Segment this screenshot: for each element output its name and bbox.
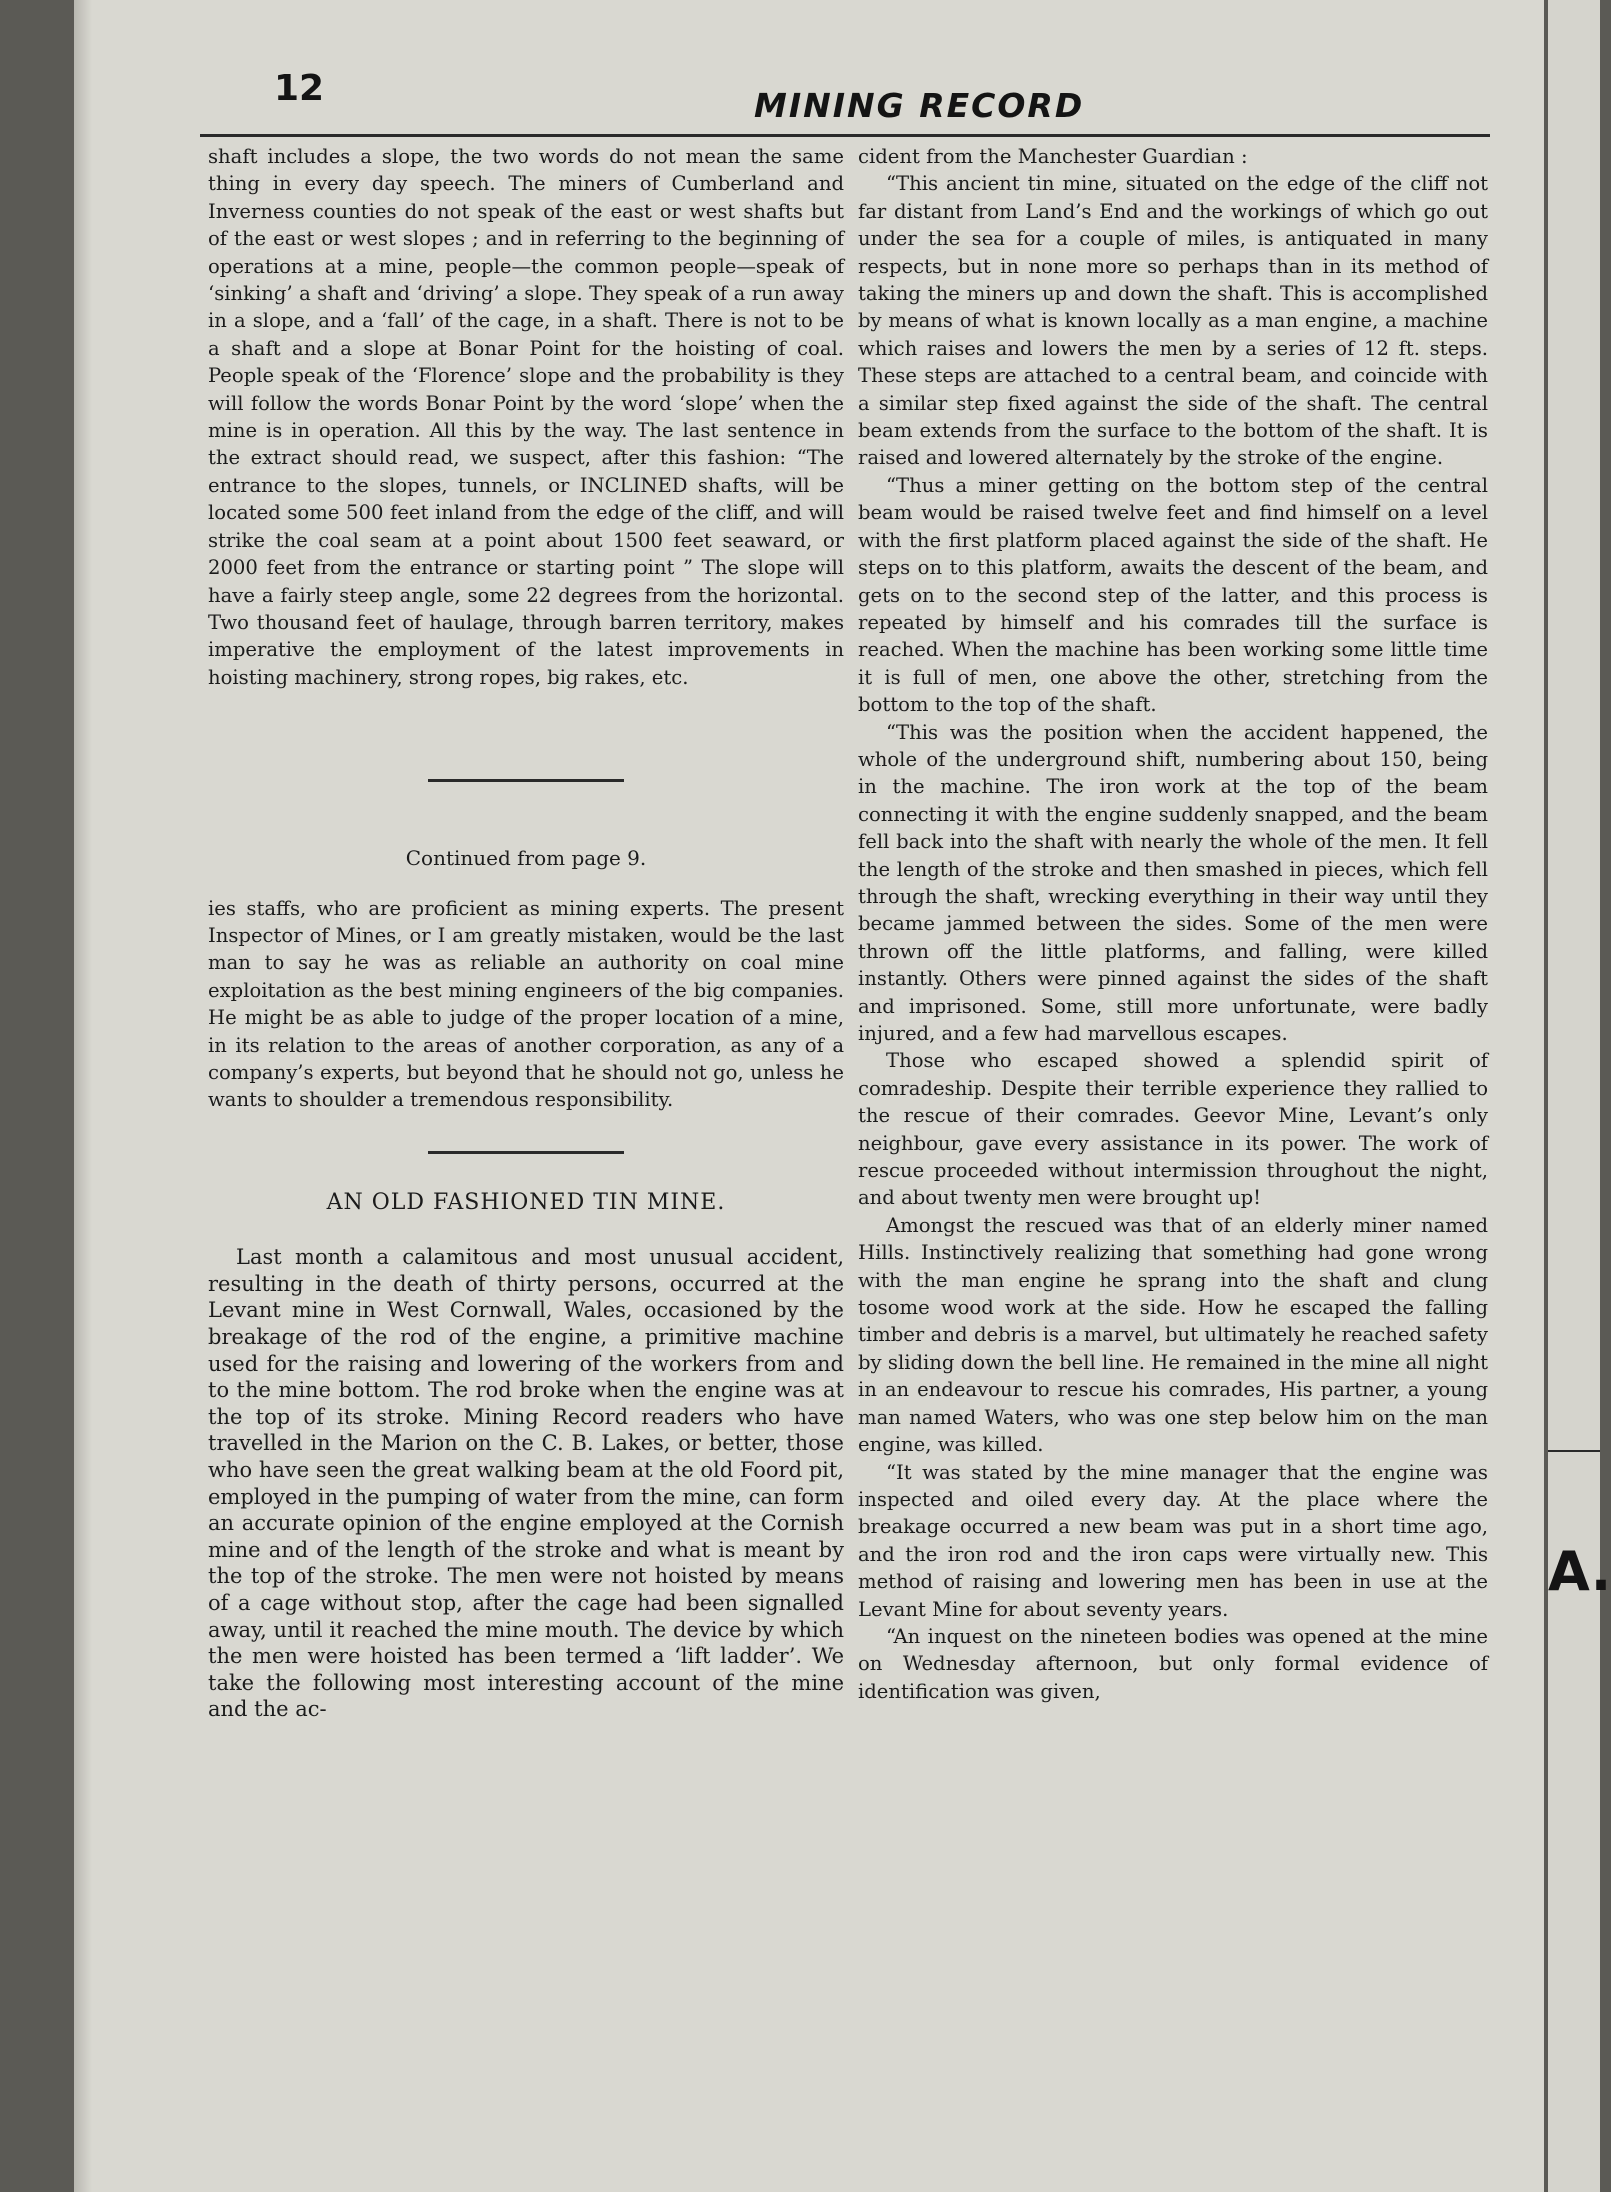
- paragraph-accident: “This was the position when the accident happened, the whole of the underground shift, numbering about 150, being in the machine. The iron work at the top of the beam connecting it with the engine suddenly snapped, and the beam fell back into the shaft with nearly the whole of the men. It fell the length of the stroke and then smashed in pieces, which fell through the shaft, wrecking everything in their way until they became jammed between the sides. Some of the men were thrown off the little platforms, and falling, were killed instantly. Others were pinned against the sides of the shaft and imprisoned. Some, still more unfortunate, were badly injured, and a few had marvellous escapes.: [858, 720, 1488, 1045]
- paragraph-central-beam: “Thus a miner getting on the bottom step of the central beam would be raised twelve feet and find himself on a level with the first platform placed against the side of the shaft. He steps on to this platform, awaits the descent of the beam, and gets on to the second step of the latter, and this process is repeated by himself and his comrades till the surface is reached. When the machine has been working some little time it is full of men, one above the other, stretching from the bottom to the top of the shaft.: [858, 473, 1488, 717]
- paragraph-manager: “It was stated by the mine manager that the engine was inspected and oiled every day. At the place where the breakage occurred a new beam was put in a short time ago, and the iron rod and the iron caps were virtually new. This method of raising and lowering men has been in use at the Levant Mine for about seventy years.: [858, 1460, 1488, 1621]
- paragraph-hills: Amongst the rescued was that of an elderly miner named Hills. Instinctively realizing that something had gone wrong with the man engine he sprang into the shaft and clung tosome wood work at the side. How he escaped the falling timber and debris is a marvel, but ultimately he reached safety by sliding down the bell line. He remained in the mine all night in an endeavour to rescue his comrades, His partner, a young man named Waters, who was one step below him on the man engine, was killed.: [858, 1213, 1488, 1457]
- header-rule: [200, 134, 1490, 137]
- paragraph-inquest: “An inquest on the nineteen bodies was opened at the mine on Wednesday afternoon, but only formal evidence of identification was given,: [858, 1624, 1488, 1703]
- page-title: MINING RECORD: [754, 86, 1085, 125]
- paragraph-rescue: Those who escaped showed a splendid spirit of comradeship. Despite their terrible experience they rallied to the rescue of their comrades. Geevor Mine, Levant’s only neighbour, gave every assistance in its power. The work of rescue proceeded without intermission throughout the night, and about twenty men were brought up!: [858, 1049, 1488, 1210]
- adjacent-page-letter: A.: [1548, 1540, 1611, 1603]
- adjacent-page-rule: [1548, 1450, 1600, 1452]
- paragraph-source: cident from the Manchester Guardian :: [858, 145, 1248, 168]
- paragraph-slope-shaft: shaft includes a slope, the two words do not mean the same thing in every day speech. The miners of Cumberland and Inverness counties do not speak of the east or west shafts but of the east or west slopes ; and in referring to the beginning of operations at a mine, people—the common people—speak of ‘sinking’ a shaft and ‘driving’ a slope. They speak of a run away in a slope, and a ‘fall’ of the cage, in a shaft. There is not to be a shaft and a slope at Bonar Point for the hoisting of coal. People speak of the ‘Florence’ slope and the probability is they will follow the words Bonar Point by the word ‘slope’ when the mine is in operation. All this by the way. The last sentence in the extract should read, we suspect, after this fashion: “The entrance to the slopes, tunnels, or INCLINED shafts, will be located some 500 feet inland from the edge of the cliff, and will strike the coal seam at a point about 1500 feet seaward, or 2000 feet from the entrance or starting point ” The slope will have a fairly steep angle, some 22 degrees from the horizontal. Two thousand feet of haulage, through barren territory, makes imperative the employment of the latest improvements in hoisting machinery, strong ropes, big rakes, etc.: [208, 145, 844, 689]
- adjacent-page-strip: [1548, 0, 1611, 2192]
- page-header: [274, 66, 1564, 126]
- paragraph-levant-accident: Last month a calamitous and most unusual accident, resulting in the death of thirty persons, occurred at the Levant mine in West Cornwall, Wales, occasioned by the breakage of the rod of the engine, a primitive machine used for the raising and lowering of the workers from and to the mine bottom. The rod broke when the engine was at the top of its stroke. Mining Record readers who have travelled in the Marion on the C. B. Lakes, or better, those who have seen the great walking beam at the old Foord pit, employed in the pumping of water from the mine, can form an accurate opinion of the engine employed at the Cornish mine and of the length of the stroke and what is meant by the top of the stroke. The men were not hoisted by means of a cage without stop, after the cage had been signalled away, until it reached the mine mouth. The device by which the men were hoisted has been termed a ‘lift ladder’. We take the following most interesting account of the mine and the ac-: [208, 1245, 844, 1722]
- paragraph-mining-experts: ies staffs, who are proficient as mining experts. The present Inspector of Mines, or I am greatly mistaken, would be the last man to say he was as reliable an authority on coal mine exploitation as the best mining engineers of the big companies. He might be as able to judge of the proper location of a mine, in its relation to the areas of another corporation, as any of a company’s experts, but beyond that he should not go, unless he wants to shoulder a tremendous responsibility.: [208, 896, 844, 1112]
- article-heading: AN OLD FASHIONED TIN MINE.: [326, 1189, 726, 1215]
- section-divider: [428, 779, 624, 782]
- page-number: 12: [274, 68, 325, 109]
- paragraph-tin-mine: “This ancient tin mine, situated on the edge of the cliff not far distant from Land’s End and the workings of which go out under the sea for a couple of miles, is antiquated in many respects, but in none more so perhaps than in its method of taking the miners up and down the shaft. This is accomplished by means of what is known locally as a man engine, a machine which raises and lowers the men by a series of 12 ft. steps. These steps are attached to a central beam, and coincide with a similar step fixed against the side of the shaft. The central beam extends from the surface to the bottom of the shaft. It is raised and lowered alternately by the stroke of the engine.: [858, 172, 1488, 470]
- left-column: [208, 143, 844, 1723]
- section-divider: [428, 1151, 624, 1154]
- right-column: [858, 143, 1488, 1705]
- continued-note: Continued from page 9.: [405, 846, 647, 871]
